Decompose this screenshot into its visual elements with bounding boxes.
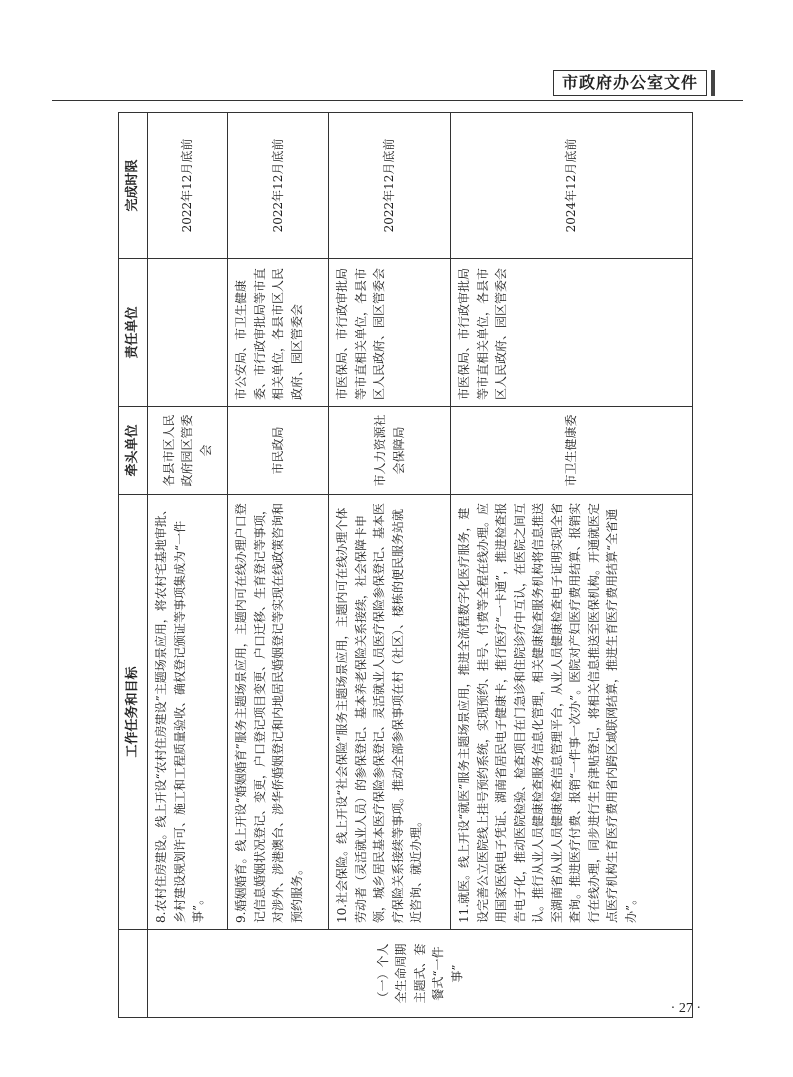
table-row — [148, 113, 228, 1018]
responsible-units-cell: 市公安局、市卫生健康委、市行政审批局等市直相关单位，各县市区人民政府、园区管委会 — [228, 259, 329, 407]
task-cell: 11.就医。线上开设“就医”服务主题场景应用，推进全流程数字化医疗服务，建设完善公立医院线上挂号预约系统，实现预约、挂号、付费等全程在线办理。应用国家医保电子凭证、湖南省居民电子健康卡，推行医疗“一卡通”，推进检查报告电子化，推动医院检验、检查项目在门急诊和住院诊疗中互认，在医院之间互认。推行从业人员健康检查服务信息化管理，相关健康检查服务机构将信息推送至湖南省从业人员健康检查信息管理平台，从业人员健康检查电子证明实现全省查询。推进医疗付费、报销“一件事一次办”。医院对产妇医疗费用结算、报销实行在线办理，同步进行生育津贴登记，将相关信息推送至医保机构。开通就医定点医疗机构生育医疗费用省内跨区域联网结算，推进生育医疗费用结算“全省通办”。 — [451, 495, 693, 930]
header-category — [119, 930, 148, 1018]
lead-unit-cell: 市人力资源社会保障局 — [329, 407, 451, 495]
deadline-cell: 2022年12月底前 — [228, 113, 329, 259]
rotated-table-container — [118, 113, 693, 1018]
document-header-title: 市政府办公室文件 — [553, 70, 707, 96]
lead-unit-cell: 市卫生健康委 — [451, 407, 693, 495]
task-cell: 10.社会保险。线上开设“社会保险”服务主题场景应用，主题内可在线办理个体劳动者（灵活就业人员）的参保登记、基本养老保险关系接续，社会保障卡申领，城乡居民基本医疗保险参保登记、灵活就业人员医疗保险参保登记、基本医疗保险关系接续等事项。推动全部参保事项在村（社区）、楼栋的便民服务站就近咨询、就近办理。 — [329, 495, 451, 930]
deadline-cell: 2022年12月底前 — [329, 113, 451, 259]
header-deadline: 完成时限 — [119, 113, 148, 259]
responsible-units-cell: 市医保局、市行政审批局等市直相关单位，各县市区人民政府、园区管委会 — [329, 259, 451, 407]
table-row — [451, 113, 693, 1018]
header-lead-unit: 牵头单位 — [119, 407, 148, 495]
header-rule — [52, 100, 743, 101]
header-side-bar — [711, 70, 715, 96]
table-row — [329, 113, 451, 1018]
category-cell: （一）个人全生命周期主题式、套餐式“一件事” — [148, 930, 693, 1018]
task-cell: 8.农村住房建设。线上开设“农村住房建设”主题场景应用，将农村宅基地审批、乡村建设规划许可、施工和工程质量验收、确权登记颁证等事项集成为“一件事”。 — [148, 495, 228, 930]
responsible-units-cell — [148, 259, 228, 407]
lead-unit-cell: 市民政局 — [228, 407, 329, 495]
header-task: 工作任务和目标 — [119, 495, 148, 930]
task-cell: 9.婚姻婚育。线上开设“婚姻婚育”服务主题场景应用，主题内可在线办理户口登记信息婚姻状况登记、变更，户口登记项目变更、户口迁移、生育登记等事项，对涉外、涉港澳台、涉华侨婚姻登记和内地居民婚姻登记等实现在线政策咨询和预约服务。 — [228, 495, 329, 930]
table-header-row — [119, 113, 148, 1018]
task-table — [118, 112, 693, 1018]
table-row — [228, 113, 329, 1018]
responsible-units-cell: 市医保局、市行政审批局等市直相关单位，各县市区人民政府、园区管委会 — [451, 259, 693, 407]
header-responsible-units: 责任单位 — [119, 259, 148, 407]
deadline-cell: 2022年12月底前 — [148, 113, 228, 259]
lead-unit-cell: 各县市区人民政府园区管委会 — [148, 407, 228, 495]
page-number: · 27 · — [670, 1001, 701, 1016]
deadline-cell: 2024年12月底前 — [451, 113, 693, 259]
